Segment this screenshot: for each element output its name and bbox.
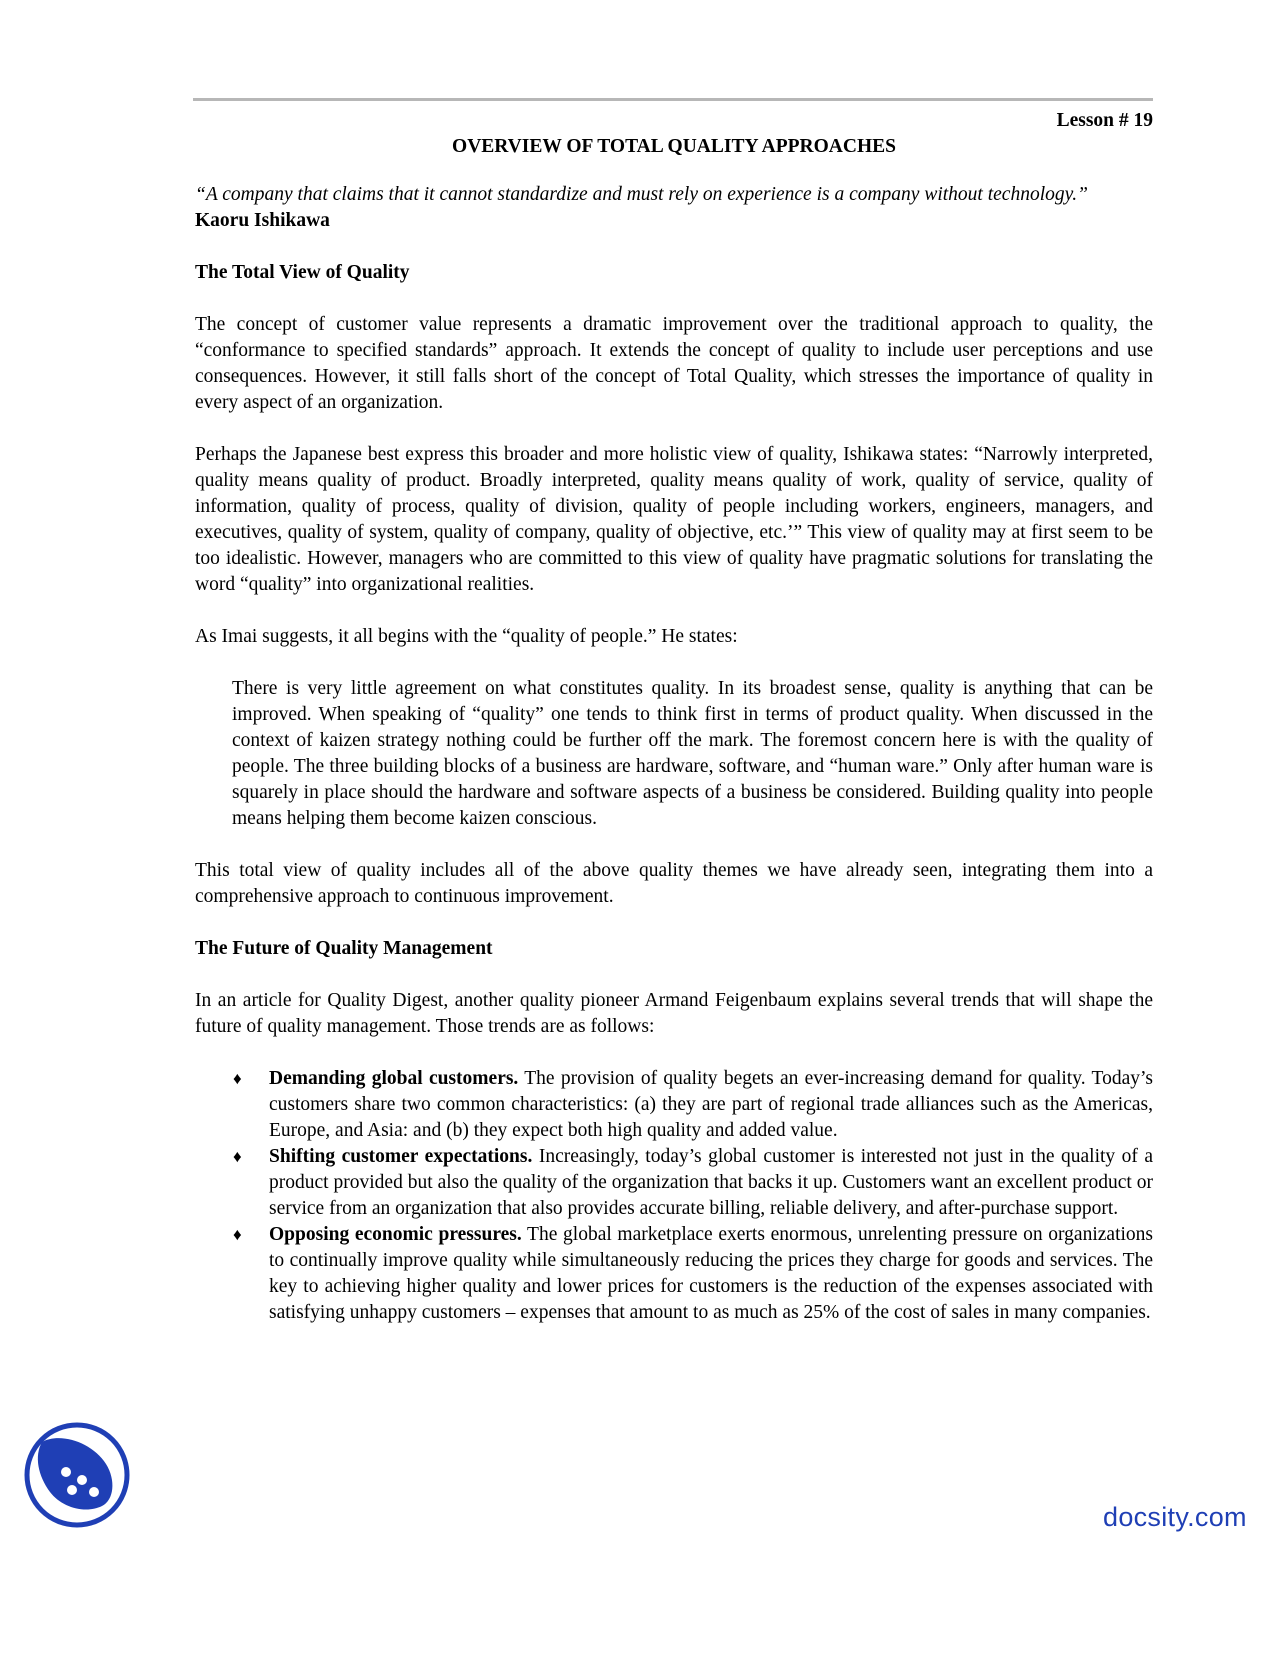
docsity-logo-icon: [22, 1420, 132, 1530]
diamond-bullet-icon: ♦: [233, 1147, 242, 1166]
lesson-label: Lesson # 19: [1056, 110, 1153, 131]
section-heading-total-view: The Total View of Quality: [195, 262, 410, 283]
page-title: OVERVIEW OF TOTAL QUALITY APPROACHES: [452, 136, 896, 157]
trend-text: The global marketplace exerts enormous, unrelenting pressure on organizations to continually improve quality while simultaneously reducing the prices they charge for goods and services. The key to achieving higher quality and lower prices for customers is the reduction of the expenses associated with satisfying unhappy customers – expenses that amount to as much as 25% of the cost of sales in many companies.: [269, 1224, 1153, 1323]
paragraph: The concept of customer value represents a dramatic improvement over the traditional approach to quality, the “conformance to specified standards” approach. It extends the concept of quality to include user perceptions and use consequences. However, it still falls short of the concept of Total Quality, which stresses the importance of quality in every aspect of an organization.: [195, 314, 1153, 413]
trend-title: Shifting customer expectations.: [269, 1146, 533, 1167]
epigraph-author: Kaoru Ishikawa: [195, 210, 330, 231]
list-item: [195, 1144, 1153, 1222]
paragraph: As Imai suggests, it all begins with the “quality of people.” He states:: [195, 626, 738, 647]
diamond-bullet-icon: ♦: [233, 1225, 242, 1244]
header-rule: [193, 98, 1153, 101]
paragraph: In an article for Quality Digest, another quality pioneer Armand Feigenbaum explains several trends that will shape the future of quality management. Those trends are as follows:: [195, 990, 1153, 1037]
list-item: [195, 1222, 1153, 1326]
paragraph: Perhaps the Japanese best express this broader and more holistic view of quality, Ishikawa states: “Narrowly interpreted, quality means quality of product. Broadly interpreted, quality means quality of work, quality of service, quality of information, quality of process, quality of division, quality of people including workers, engineers, managers, and executives, quality of system, quality of company, quality of objective, etc.’” This view of quality may at first seem to be too idealistic. However, managers who are committed to this view of quality have pragmatic solutions for translating the word “quality” into organizational realities.: [195, 444, 1153, 595]
trend-title: Demanding global customers.: [269, 1068, 519, 1089]
trend-title: Opposing economic pressures.: [269, 1224, 522, 1245]
paragraph: This total view of quality includes all of the above quality themes we have already seen, integrating them into a comprehensive approach to continuous improvement.: [195, 860, 1153, 907]
block-quote: There is very little agreement on what constitutes quality. In its broadest sense, quality is anything that can be improved. When speaking of “quality” one tends to think first in terms of product quality. When discussed in the context of kaizen strategy nothing could be further off the mark. The foremost concern here is with the quality of people. The three building blocks of a business are hardware, software, and “human ware.” Only after human ware is squarely in place should the hardware and software aspects of a business be considered. Building quality into people means helping them become kaizen conscious.: [232, 678, 1153, 829]
document-page: [195, 108, 1153, 1326]
docsity-brand-link[interactable]: docsity.com: [1103, 1502, 1247, 1532]
diamond-bullet-icon: ♦: [233, 1069, 242, 1088]
trends-list: [195, 1066, 1153, 1326]
section-heading-future: The Future of Quality Management: [195, 938, 493, 959]
trend-text: Increasingly, today’s global customer is interested not just in the quality of a product provided but also the quality of the organization that backs it up. Customers want an excellent product or service from an organization that also provides accurate billing, reliable delivery, and after-purchase support.: [269, 1146, 1154, 1219]
epigraph-quote: “A company that claims that it cannot standardize and must rely on experience is a company without technology.”: [195, 184, 1088, 205]
trend-text: The provision of quality begets an ever-increasing demand for quality. Today’s customers share two common characteristics: (a) they are part of regional trade alliances such as the Americas, Europe, and Asia: and (b) they expect both high quality and added value.: [269, 1068, 1153, 1141]
list-item: [195, 1066, 1153, 1144]
